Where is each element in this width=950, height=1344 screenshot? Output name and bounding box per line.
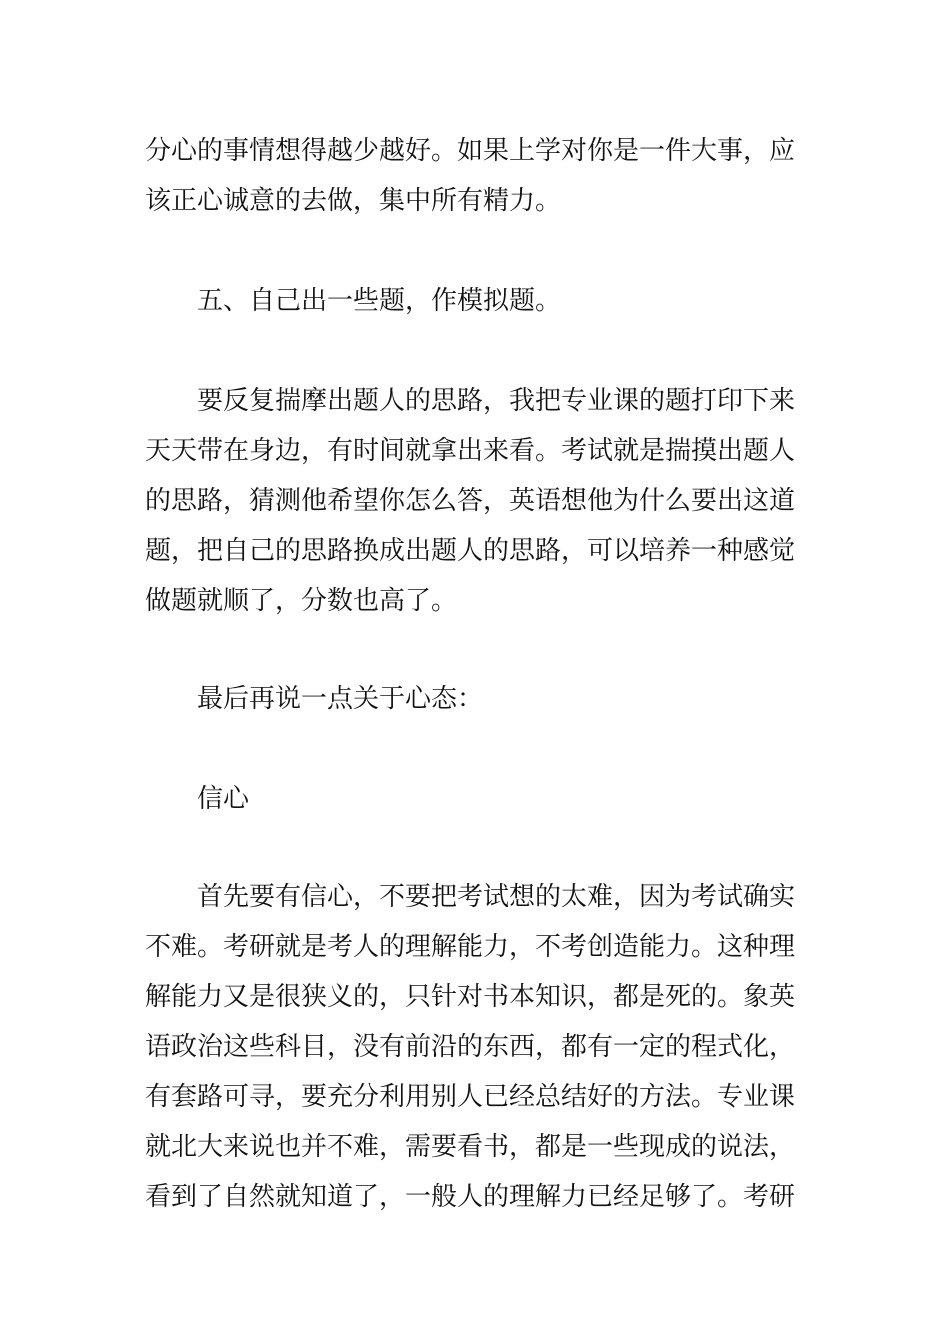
- section-heading-five: [145, 276, 807, 326]
- text-line: 不难。考研就是考人的理解能力，不考创造能力。这种理: [145, 932, 796, 962]
- text-line: 最后再说一点关于心态：: [197, 684, 484, 714]
- text-line: 解能力又是很狭义的，只针对书本知识，都是死的。象英: [145, 982, 796, 1012]
- heading-line: 五、自己出一些题，作模拟题。: [197, 286, 562, 316]
- text-line: 语政治这些科目，没有前沿的东西，都有一定的程式化，: [145, 1032, 796, 1062]
- text-line: 该正心诚意的去做，集中所有精力。: [145, 186, 562, 216]
- text-line: 首先要有信心，不要把考试想的太难，因为考试确实: [197, 882, 796, 912]
- text-line: 分心的事情想得越少越好。如果上学对你是一件大事，应: [145, 136, 796, 166]
- paragraph-distraction: [145, 126, 807, 226]
- paragraph-confidence: [145, 872, 807, 1222]
- paragraph-examiner-thinking: [145, 376, 807, 626]
- text-line: 看到了自然就知道了，一般人的理解力已经足够了。考研: [145, 1182, 796, 1212]
- text-line: 天天带在身边，有时间就拿出来看。考试就是揣摸出题人: [145, 436, 796, 466]
- text-line: 做题就顺了，分数也高了。: [145, 586, 458, 616]
- heading-line: 信心: [197, 784, 250, 814]
- paragraph-mindset-intro: [145, 674, 807, 724]
- text-line: 要反复揣摩出题人的思路，我把专业课的题打印下来: [197, 386, 796, 416]
- text-line: 题，把自己的思路换成出题人的思路，可以培养一种感觉: [145, 536, 796, 566]
- text-line: 有套路可寻，要充分利用别人已经总结好的方法。专业课: [145, 1082, 796, 1112]
- text-line: 的思路，猜测他希望你怎么答，英语想他为什么要出这道: [145, 486, 796, 516]
- text-line: 就北大来说也并不难，需要看书，都是一些现成的说法，: [145, 1132, 796, 1162]
- section-heading-confidence: [145, 774, 807, 824]
